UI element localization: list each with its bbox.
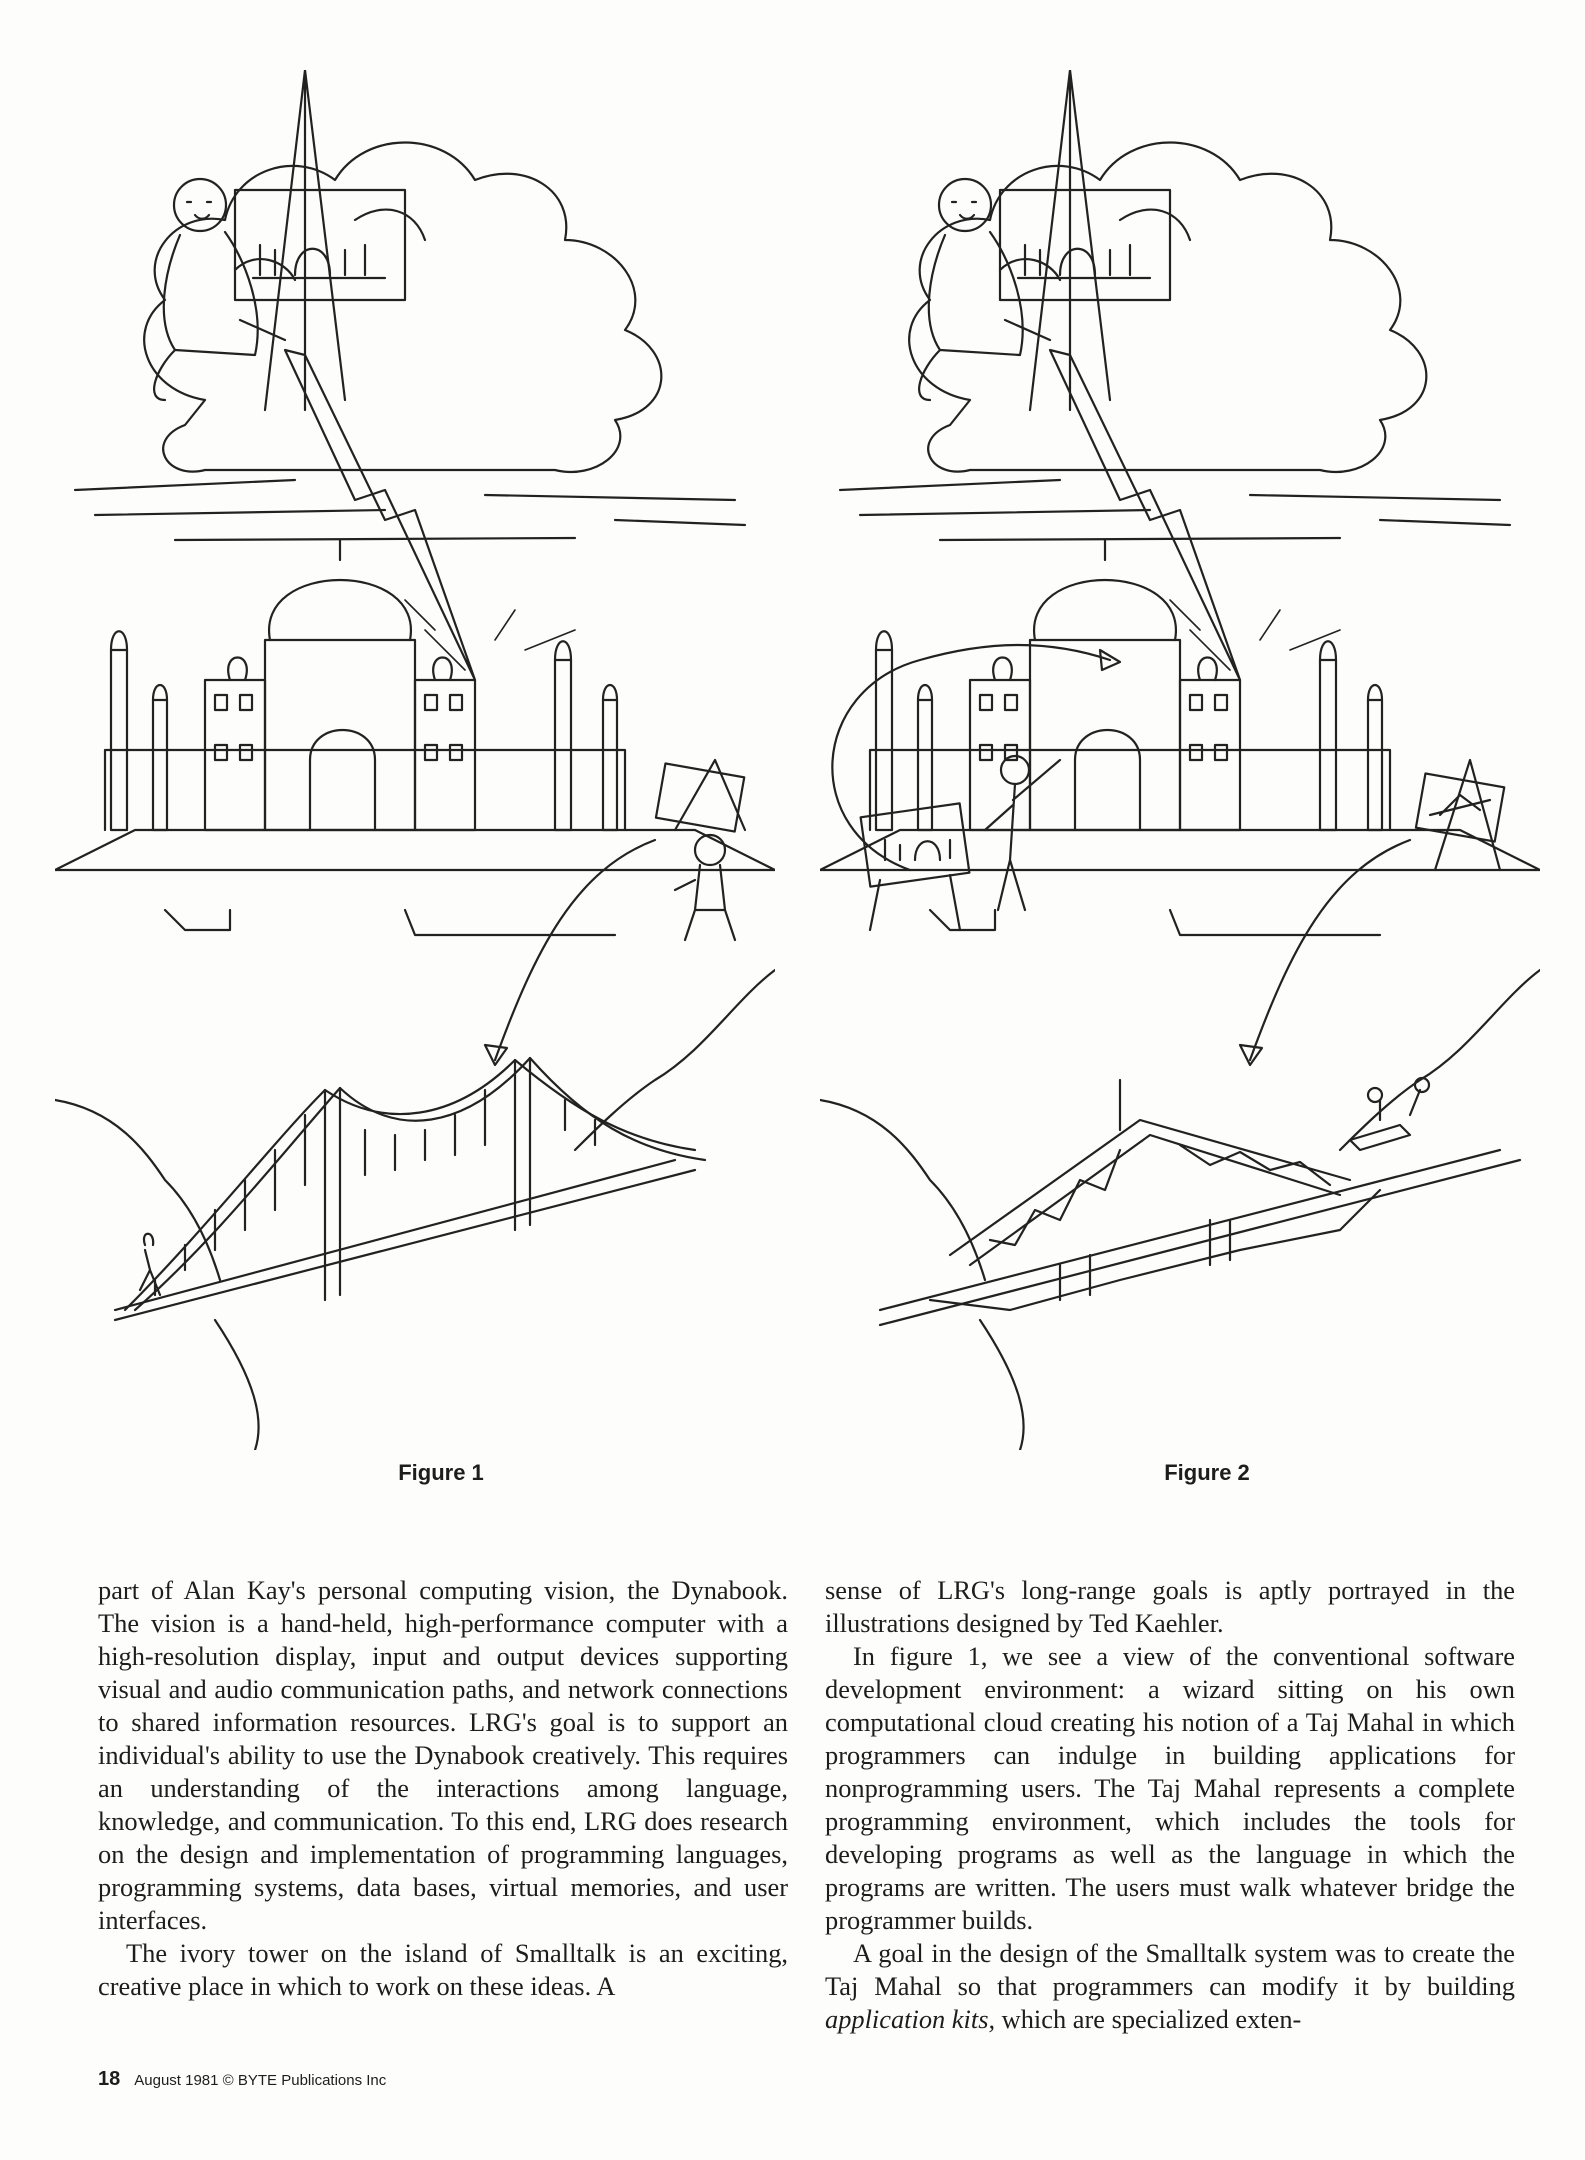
right-paragraph-3-text-end: which are specialized exten- [995, 2004, 1302, 2034]
wizard [154, 179, 285, 400]
suspension-bridge [55, 970, 775, 1450]
figure-2-illustration [820, 70, 1540, 1450]
page-number: 18 [98, 2068, 121, 2090]
lightning-bolt [285, 350, 475, 680]
figure-1-caption: Figure 1 [398, 1460, 484, 1485]
right-paragraph-1: sense of LRG's long-range goals is aptly portrayed in the illustrations designed by Ted Kaehler. [825, 1575, 1515, 1638]
arrow-arc [1250, 840, 1410, 1060]
easel [235, 70, 405, 410]
cloud [75, 143, 745, 541]
lightning-bolt [1050, 350, 1240, 680]
programmer [656, 760, 745, 940]
right-paragraph-2: In figure 1, we see a view of the conventional software development environment: a wizard sitting on his own computational cloud creating his notion of a Taj Mahal in which programmers can indulge in building applications for nonprogramming users. The Taj Mahal represents a complete programming environment, which includes the tools for developing programs as well as the language in which the programs are written. The users must walk whatever bridge the programmer builds. [825, 1641, 1515, 1935]
right-column [825, 1574, 1515, 2036]
wizard [919, 179, 1050, 400]
right-paragraph-3 [825, 1937, 1515, 2036]
easel [1000, 70, 1170, 410]
right-paragraph-3-text: A goal in the design of the Smalltalk system was to create the Taj Mahal so that programmers can modify it by building [825, 1938, 1515, 2001]
cloud [840, 143, 1510, 541]
footer-credit: August 1981 © BYTE Publications Inc [134, 2072, 387, 2089]
truss-bridge [820, 970, 1540, 1450]
taj-mahal [820, 540, 1540, 935]
left-paragraph-1: part of Alan Kay's personal computing vision, the Dynabook. The vision is a hand-held, high-performance computer with a high-resolution display, input and output devices supporting visual and audio communication paths, and network connections to shared information resources. LRG's goal is to support an individual's ability to use the Dynabook creatively. This requires an understanding of the interactions among language, knowledge, and communication. To this end, LRG does research on the design and implementation of programming languages, programming systems, data bases, virtual memories, and user interfaces. [98, 1575, 788, 1935]
application-kits-term: application kits, [825, 2004, 996, 2034]
left-column [98, 1574, 788, 2003]
taj-mahal [55, 540, 775, 935]
loop-arrow [832, 645, 1110, 870]
figure-1-illustration [55, 70, 775, 1450]
figure-2-caption: Figure 2 [1164, 1460, 1250, 1485]
left-paragraph-2: The ivory tower on the island of Smalltalk is an exciting, creative place in which to work on these ideas. A [98, 1938, 788, 2001]
easel-bridge-sketch [1416, 760, 1504, 870]
arrow-arc [495, 840, 655, 1060]
page-footer [98, 2068, 386, 2091]
